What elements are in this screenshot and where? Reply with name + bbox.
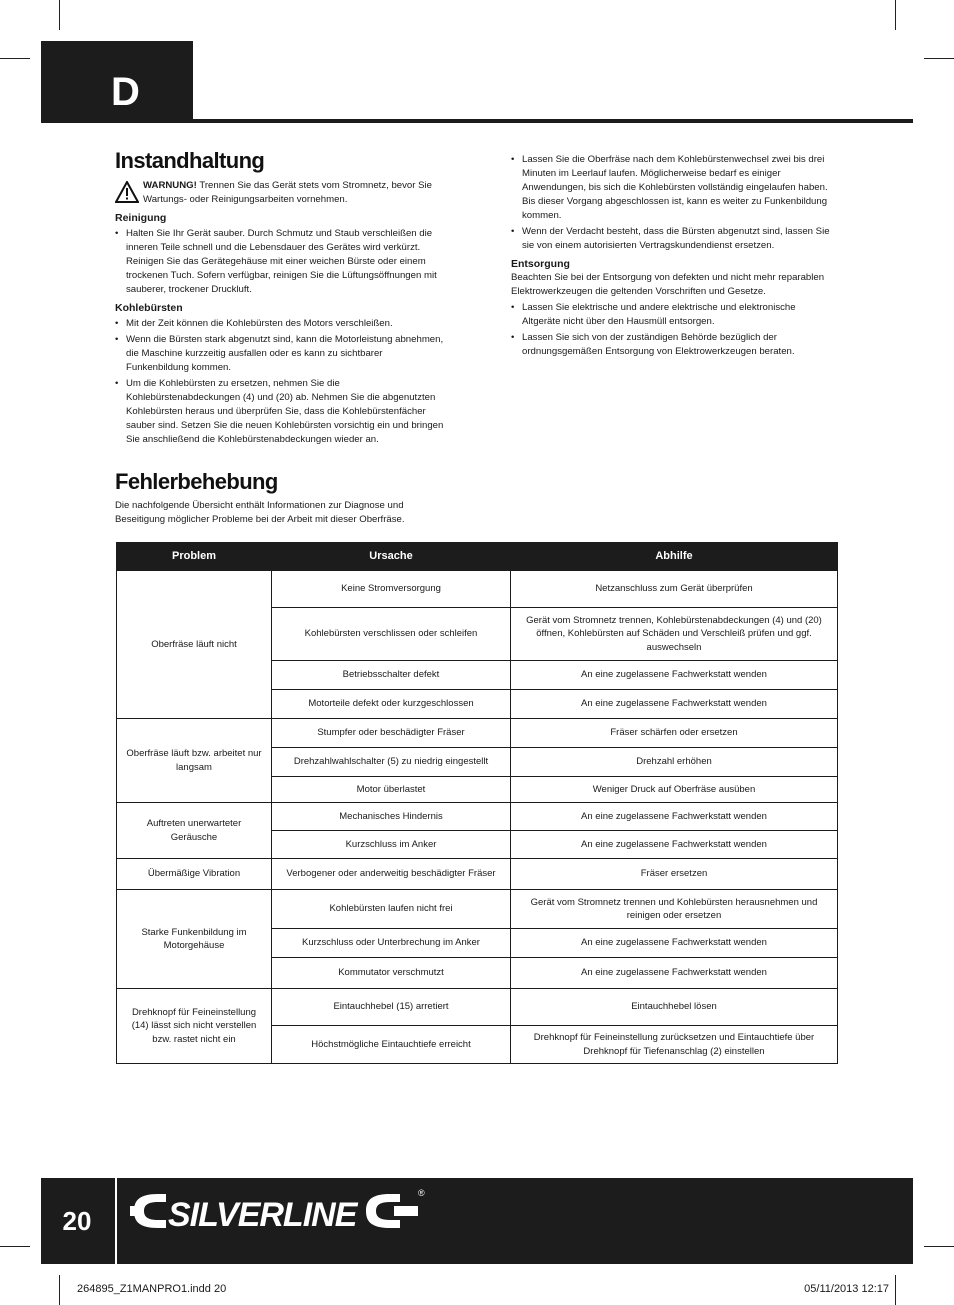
cause-cell: Kohlebürsten verschlissen oder schleifen [272,608,511,661]
problem-cell: Oberfräse läuft bzw. arbeitet nur langsam [117,719,272,803]
cause-cell: Eintauchhebel (15) arretiert [272,989,511,1026]
language-tab-label: D [111,70,140,114]
maintenance-column-left [115,179,445,449]
cause-cell: Höchstmögliche Eintauchtiefe erreicht [272,1026,511,1064]
troubleshooting-title: Fehlerbehebung [115,469,278,494]
remedy-cell: An eine zugelassene Fachwerkstatt wenden [511,929,838,958]
list-item: • Um die Kohlebürsten zu ersetzen, nehmen Sie die Kohlebürstenabdeckungen (4) und (20) ab. Nehmen Sie die abgenutzten Kohlebürsten heraus und überprüfen Sie, dass die Kohlebürstenfächer sauber sind. Setzen Sie die neuen Kohlebürsten vorsichtig ein und bringen Sie anschließend die Kohlebürstenabdeckungen wieder an. [115,377,445,447]
slug-date-info: 05/11/2013 12:17 [804,1283,889,1295]
cause-cell: Drehzahlwahlschalter (5) zu niedrig eingestellt [272,748,511,777]
remedy-cell: Gerät vom Stromnetz trennen und Kohlebürsten herausnehmen und reinigen oder ersetzen [511,890,838,929]
list-item: • Lassen Sie sich von der zuständigen Behörde bezüglich der ordnungsgemäßen Entsorgung von Elektrowerkzeugen beraten. [511,331,836,359]
crop-mark [0,58,30,59]
column-header-remedy: Abhilfe [511,543,838,571]
remedy-cell: Drehzahl erhöhen [511,748,838,777]
warning-notice [115,179,445,207]
table-row [117,890,838,929]
remedy-cell: Gerät vom Stromnetz trennen, Kohlebürstenabdeckungen (4) und (20) öffnen, Kohlebürsten auf Schäden und Verschleiß prüfen und ggf. auswechseln [511,608,838,661]
maintenance-title: Instandhaltung [115,148,265,173]
cause-cell: Mechanisches Hindernis [272,803,511,831]
cause-cell: Kommutator verschmutzt [272,958,511,989]
problem-cell: Auftreten unerwarteter Geräusche [117,803,272,859]
remedy-cell: Netzanschluss zum Gerät überprüfen [511,571,838,608]
table-header-row [117,543,838,571]
crop-mark [895,1275,896,1305]
cleaning-list [115,227,445,297]
slug-file-info: 264895_Z1MANPRO1.indd 20 [77,1283,227,1295]
table-row [117,571,838,608]
silverline-logo [128,1186,428,1236]
column-header-problem: Problem [117,543,272,571]
cause-cell: Kurzschluss im Anker [272,831,511,859]
crop-mark [924,1246,954,1247]
crop-mark [924,58,954,59]
page-number: 20 [62,1206,92,1236]
remedy-cell: An eine zugelassene Fachwerkstatt wenden [511,958,838,989]
disposal-intro: Beachten Sie bei der Entsorgung von defekten und nicht mehr reparablen Elektrowerkzeugen die geltenden Vorschriften und Gesetze. [511,272,825,297]
brushes-list [115,317,445,447]
cause-cell: Motorteile defekt oder kurzgeschlossen [272,690,511,719]
cleaning-heading: Reinigung [115,212,167,224]
remedy-cell: An eine zugelassene Fachwerkstatt wenden [511,661,838,690]
brushes-list-continued [511,153,836,253]
remedy-cell: Eintauchhebel lösen [511,989,838,1026]
crop-mark [59,0,60,30]
header-rule [41,119,913,123]
remedy-cell: An eine zugelassene Fachwerkstatt wenden [511,690,838,719]
remedy-cell: Fräser schärfen oder ersetzen [511,719,838,748]
list-item: • Wenn die Bürsten stark abgenutzt sind, kann die Motorleistung abnehmen, die Maschine kurzzeitig ausfallen oder es kann zu sichtbarer Funkenbildung kommen. [115,333,445,375]
remedy-cell: Fräser ersetzen [511,859,838,890]
cause-cell: Keine Stromversorgung [272,571,511,608]
problem-cell: Drehknopf für Feineinstellung (14) lässt sich nicht verstellen bzw. rastet nicht ein [117,989,272,1064]
cause-cell: Kurzschluss oder Unterbrechung im Anker [272,929,511,958]
table-row [117,719,838,748]
disposal-list [511,301,836,359]
table-row [117,989,838,1026]
language-tab [41,41,193,123]
remedy-cell: An eine zugelassene Fachwerkstatt wenden [511,831,838,859]
maintenance-column-right [511,151,836,361]
table-row [117,803,838,831]
cause-cell: Stumpfer oder beschädigter Fräser [272,719,511,748]
cause-cell: Kohlebürsten laufen nicht frei [272,890,511,929]
list-item: • Halten Sie Ihr Gerät sauber. Durch Schmutz und Staub verschleißen die inneren Teile schnell und die Lebensdauer des Gerätes wird verkürzt. Reinigen Sie das Gerätegehäuse mit einer weichen Bürste oder einem trockenen Tuch. Sofern verfügbar, reinigen Sie die Lüftungsöffnungen mit sauberer, trockener Druckluft. [115,227,445,297]
list-item: • Lassen Sie elektrische und andere elektrische und elektronische Altgeräte nicht über den Hausmüll entsorgen. [511,301,836,329]
brushes-heading: Kohlebürsten [115,302,183,314]
footer-divider [115,1178,117,1264]
problem-cell: Übermäßige Vibration [117,859,272,890]
warning-icon [115,181,139,203]
problem-cell: Oberfräse läuft nicht [117,571,272,719]
disposal-heading: Entsorgung [511,258,570,270]
remedy-cell: An eine zugelassene Fachwerkstatt wenden [511,803,838,831]
cause-cell: Motor überlastet [272,777,511,803]
remedy-cell: Weniger Druck auf Oberfräse ausüben [511,777,838,803]
brand-wordmark: SILVERLINE [168,1196,357,1234]
list-item: • Lassen Sie die Oberfräse nach dem Kohlebürstenwechsel zwei bis drei Minuten im Leerlauf laufen. Möglicherweise bedarf es einiger Anwendungen, bis sich die Kohlebürsten vollständig eingelaufen haben. Bis dieser Vorgang abgeschlossen ist, kann es weiter zu Funkenbildung kommen. [511,153,836,223]
column-header-cause: Ursache [272,543,511,571]
remedy-cell: Drehknopf für Feineinstellung zurücksetzen und Eintauchtiefe über Drehknopf für Tiefenanschlag (2) einstellen [511,1026,838,1064]
list-item: • Wenn der Verdacht besteht, dass die Bürsten abgenutzt sind, lassen Sie sie von einem autorisierten Vertragskundendienst ersetzen. [511,225,836,253]
registered-mark: ® [418,1188,425,1198]
troubleshooting-table [116,542,838,1064]
crop-mark [59,1275,60,1305]
cause-cell: Betriebsschalter defekt [272,661,511,690]
cause-cell: Verbogener oder anderweitig beschädigter Fräser [272,859,511,890]
table-row [117,859,838,890]
problem-cell: Starke Funkenbildung im Motorgehäuse [117,890,272,989]
list-item: • Mit der Zeit können die Kohlebürsten des Motors verschleißen. [115,317,445,331]
warning-label: WARNUNG! [143,180,197,191]
warning-text: Trennen Sie das Gerät stets vom Stromnetz, bevor Sie Wartungs- oder Reinigungsarbeiten vornehmen. [143,180,432,205]
crop-mark [0,1246,30,1247]
troubleshooting-intro-block [115,499,425,527]
crop-mark [895,0,896,30]
troubleshooting-intro: Die nachfolgende Übersicht enthält Informationen zur Diagnose und Beseitigung möglicher Probleme bei der Arbeit mit dieser Oberfräse. [115,500,405,525]
